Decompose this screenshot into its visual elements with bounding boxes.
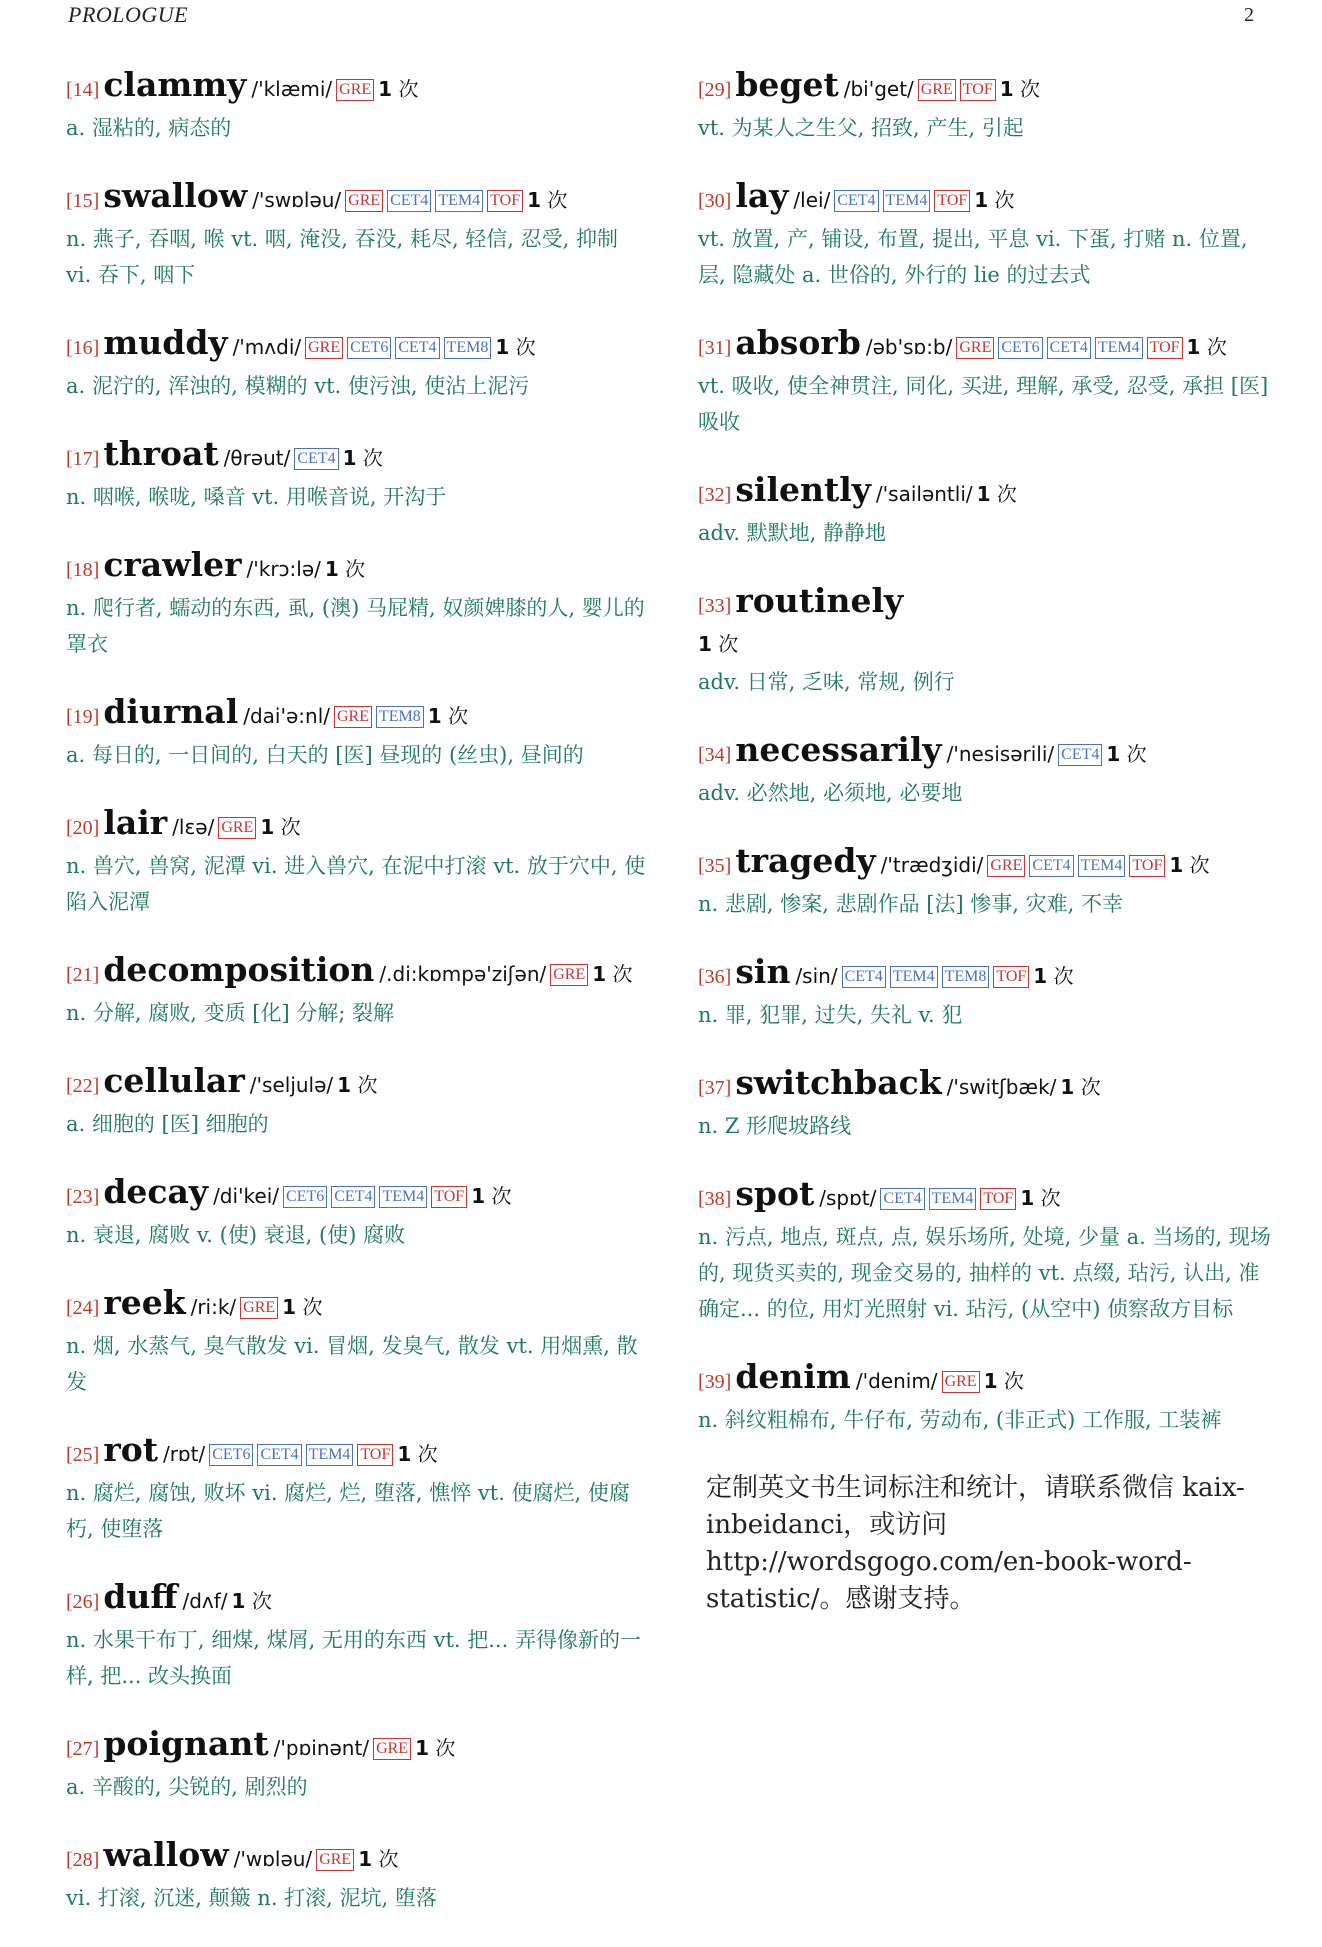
headword: duff: [103, 1577, 178, 1616]
running-title: PROLOGUE: [68, 2, 189, 27]
phonetic: /'denim/: [855, 1369, 938, 1393]
word-entry: [66, 177, 646, 293]
exam-tag-tof: TOF: [934, 190, 970, 212]
headword: rot: [103, 1430, 158, 1469]
definition: n. 分解, 腐败, 变质 [化] 分解; 裂解: [66, 1001, 395, 1025]
entry-number: [39]: [698, 1371, 732, 1393]
phonetic: /sin/: [795, 964, 838, 988]
count-number: 1: [1033, 964, 1048, 988]
word-entry: [698, 731, 1273, 811]
word-entry: [66, 1284, 646, 1400]
definition: n. 烟, 水蒸气, 臭气散发 vi. 冒烟, 发臭气, 散发 vt. 用烟熏, 散发: [66, 1334, 638, 1394]
occurrence-count: [378, 77, 418, 101]
right-column: [698, 66, 1273, 1618]
entry-number: [31]: [698, 337, 732, 359]
count-unit: 次: [1020, 77, 1041, 101]
word-entry: [698, 1175, 1273, 1327]
phonetic: /'switʃbæk/: [946, 1075, 1057, 1099]
count-number: 1: [1060, 1075, 1075, 1099]
definition: n. 污点, 地点, 斑点, 点, 娱乐场所, 处境, 少量 a. 当场的, 现场的, 现货买卖的, 现金交易的, 抽样的 vt. 点缀, 玷污, 认出, 准确定... 的位, 用灯光照射 vi. 玷污, (从空中) 侦察敌方目标: [698, 1225, 1271, 1321]
exam-tag-tof: TOF: [980, 1188, 1016, 1210]
occurrence-count: [232, 1589, 272, 1613]
headword-line: [698, 1175, 1273, 1219]
headword-line: [66, 1725, 646, 1769]
entry-number: [18]: [66, 559, 100, 581]
phonetic: /'swɒləu/: [252, 188, 342, 212]
definition: n. 兽穴, 兽窝, 泥潭 vi. 进入兽穴, 在泥中打滚 vt. 放于穴中, 使陷入泥潭: [66, 854, 646, 914]
occurrence-count: [1169, 853, 1209, 877]
headword: decay: [103, 1172, 209, 1211]
definition: n. 燕子, 吞咽, 喉 vt. 咽, 淹没, 吞没, 耗尽, 轻信, 忍受, 抑制 vi. 吞下, 咽下: [66, 227, 619, 287]
headword-line: [66, 1578, 646, 1622]
count-number: 1: [415, 1736, 429, 1760]
entry-number: [32]: [698, 484, 732, 506]
definition: adv. 默默地, 静静地: [698, 521, 887, 545]
exam-tag-tem8: TEM8: [376, 706, 424, 728]
count-unit: 次: [280, 815, 301, 839]
headword-line: [66, 951, 646, 995]
count-unit: 次: [398, 77, 419, 101]
definition: a. 泥泞的, 浑浊的, 模糊的 vt. 使污浊, 使沾上泥污: [66, 374, 530, 398]
headword: lair: [103, 803, 168, 842]
definition: vt. 为某人之生父, 招致, 产生, 引起: [698, 116, 1024, 140]
word-entry: [698, 471, 1273, 551]
entry-number: [33]: [698, 595, 732, 617]
occurrence-count: [260, 815, 300, 839]
phonetic: /'pɒinənt/: [273, 1736, 370, 1760]
count-unit: 次: [1040, 1186, 1061, 1210]
occurrence-count: [343, 446, 383, 470]
headword: sin: [735, 952, 791, 991]
headword: denim: [735, 1357, 851, 1396]
occurrence-count: [415, 1736, 455, 1760]
exam-tag-cet4: CET4: [395, 337, 439, 359]
count-unit: 次: [362, 446, 383, 470]
definition: n. 水果干布丁, 细煤, 煤屑, 无用的东西 vt. 把... 弄得像新的一样, 把... 改头换面: [66, 1628, 641, 1688]
exam-tag-tem4: TEM4: [379, 1186, 427, 1208]
occurrence-count: [428, 704, 468, 728]
occurrence-count: [984, 1369, 1024, 1393]
headword-line: [698, 177, 1273, 221]
occurrence-count: [495, 335, 535, 359]
count-unit: 次: [1126, 742, 1147, 766]
exam-tag-tof: TOF: [960, 79, 996, 101]
exam-tag-gre: GRE: [987, 855, 1025, 877]
phonetic: /əb'sɒ:b/: [865, 335, 953, 359]
headword: cellular: [103, 1061, 245, 1100]
headword-line: [66, 693, 646, 737]
headword-line: [66, 1173, 646, 1217]
entry-number: [21]: [66, 964, 100, 986]
count-number: 1: [495, 335, 510, 359]
definition: n. Z 形爬坡路线: [698, 1114, 852, 1138]
headword: switchback: [735, 1063, 942, 1102]
entry-number: [29]: [698, 79, 732, 101]
headword: poignant: [103, 1724, 269, 1763]
phonetic: /lɛə/: [172, 815, 215, 839]
word-entry: [698, 66, 1273, 146]
phonetic: /θrəut/: [223, 446, 291, 470]
phonetic: /ri:k/: [190, 1295, 237, 1319]
word-entry: [66, 1173, 646, 1253]
count-unit: 次: [994, 188, 1015, 212]
occurrence-count: [592, 962, 632, 986]
entry-number: [19]: [66, 706, 100, 728]
headword-line: [698, 953, 1273, 997]
phonetic: /rɒt/: [162, 1442, 206, 1466]
phonetic: /'trædʒidi/: [880, 853, 984, 877]
exam-tag-cet4: CET4: [1047, 337, 1091, 359]
count-unit: 次: [357, 1073, 378, 1097]
entry-number: [35]: [698, 855, 732, 877]
exam-tag-gre: GRE: [316, 1849, 354, 1871]
headword: necessarily: [735, 730, 942, 769]
occurrence-count: [698, 632, 738, 656]
count-unit: 次: [612, 962, 633, 986]
exam-tag-tof: TOF: [431, 1186, 467, 1208]
definition: vt. 放置, 产, 铺设, 布置, 提出, 平息 vi. 下蛋, 打赌 n. 位置, 层, 隐藏处 a. 世俗的, 外行的 lie 的过去式: [698, 227, 1248, 287]
count-unit: 次: [491, 1184, 512, 1208]
count-number: 1: [358, 1847, 373, 1871]
entry-number: [23]: [66, 1186, 100, 1208]
phonetic: /bi'get/: [843, 77, 914, 101]
headword-line: [698, 471, 1273, 515]
exam-tag-tem4: TEM4: [883, 190, 931, 212]
exam-tag-gre: GRE: [218, 817, 256, 839]
exam-tag-tem4: TEM4: [890, 966, 938, 988]
headword-line: [698, 582, 1273, 626]
word-entry: [66, 435, 646, 515]
word-entry: [698, 324, 1273, 440]
count-number: 1: [337, 1073, 352, 1097]
occurrence-count: [1033, 964, 1073, 988]
exam-tag-tof: TOF: [1147, 337, 1183, 359]
count-number: 1: [231, 1589, 246, 1613]
word-entry: [66, 1062, 646, 1142]
headword-line: [66, 435, 646, 479]
exam-tag-tem8: TEM8: [444, 337, 492, 359]
definition: n. 咽喉, 喉咙, 嗓音 vt. 用喉音说, 开沟于: [66, 485, 447, 509]
headword: tragedy: [735, 841, 876, 880]
entry-number: [16]: [66, 337, 100, 359]
entry-number: [36]: [698, 966, 732, 988]
exam-tag-cet6: CET6: [347, 337, 391, 359]
headword-line: [66, 1062, 646, 1106]
exam-tag-cet4: CET4: [880, 1188, 924, 1210]
occurrence-count: [358, 1847, 398, 1871]
exam-tag-cet4: CET4: [1058, 744, 1102, 766]
occurrence-count: [1187, 335, 1227, 359]
definition: adv. 日常, 乏味, 常规, 例行: [698, 670, 955, 694]
headword: beget: [735, 65, 839, 104]
exam-tag-cet4: CET4: [294, 448, 338, 470]
word-entry: [698, 953, 1273, 1033]
custom-service-note: 定制英文书生词标注和统计，请联系微信 kaix-inbeidanci，或访问 http://wordsgogo.com/en-book-word-statistic/。感谢支持。: [706, 1473, 1245, 1614]
definition: n. 爬行者, 蠕动的东西, 虱, (澳) 马屁精, 奴颜婢膝的人, 婴儿的罩衣: [66, 596, 645, 656]
entry-number: [20]: [66, 817, 100, 839]
count-number: 1: [1106, 742, 1121, 766]
exam-tag-tem4: TEM4: [306, 1444, 354, 1466]
count-unit: 次: [547, 188, 568, 212]
exam-tag-tem8: TEM8: [942, 966, 990, 988]
headword: absorb: [735, 323, 861, 362]
definition: a. 辛酸的, 尖锐的, 剧烈的: [66, 1775, 308, 1799]
occurrence-count: [1000, 77, 1040, 101]
page-header: [68, 2, 1254, 32]
definition: adv. 必然地, 必须地, 必要地: [698, 781, 963, 805]
count-unit: 次: [1189, 853, 1210, 877]
word-entry: [66, 324, 646, 404]
exam-tag-cet4: CET4: [842, 966, 886, 988]
headword: reek: [103, 1283, 186, 1322]
phonetic: /'sailəntli/: [875, 482, 973, 506]
occurrence-count: [1106, 742, 1146, 766]
count-unit: 次: [417, 1442, 438, 1466]
word-entry: [66, 546, 646, 662]
exam-tag-gre: GRE: [334, 706, 372, 728]
headword: routinely: [735, 581, 904, 620]
definition: n. 衰退, 腐败 v. (使) 衰退, (使) 腐败: [66, 1223, 406, 1247]
headword: decomposition: [103, 950, 375, 989]
occurrence-count: [471, 1184, 511, 1208]
headword: silently: [735, 470, 871, 509]
headword: wallow: [103, 1835, 229, 1874]
occurrence-count: [1060, 1075, 1100, 1099]
word-entry: [66, 1431, 646, 1547]
headword: crawler: [103, 545, 242, 584]
count-number: 1: [999, 77, 1014, 101]
definition: n. 悲剧, 惨案, 悲剧作品 [法] 惨事, 灾难, 不幸: [698, 892, 1124, 916]
phonetic: /spɒt/: [819, 1186, 877, 1210]
count-number: 1: [983, 1369, 998, 1393]
entry-number: [17]: [66, 448, 100, 470]
definition: n. 罪, 犯罪, 过失, 失礼 v. 犯: [698, 1003, 963, 1027]
phonetic: /'klæmi/: [251, 77, 333, 101]
definition: a. 细胞的 [医] 细胞的: [66, 1112, 269, 1136]
phonetic: /'wɒləu/: [233, 1847, 313, 1871]
exam-tag-tem4: TEM4: [435, 190, 483, 212]
entry-number: [24]: [66, 1297, 100, 1319]
exam-tag-tem4: TEM4: [929, 1188, 977, 1210]
count-unit: 次: [1206, 335, 1227, 359]
entry-number: [15]: [66, 190, 100, 212]
exam-tag-gre: GRE: [240, 1297, 278, 1319]
occurrence-count: [337, 1073, 377, 1097]
exam-tag-gre: GRE: [942, 1371, 980, 1393]
entry-number: [37]: [698, 1077, 732, 1099]
headword-line: [66, 1431, 646, 1475]
headword-line: [698, 66, 1273, 110]
occurrence-count: [282, 1295, 322, 1319]
headword: muddy: [103, 323, 228, 362]
word-entry: [698, 582, 1273, 700]
count-unit: 次: [448, 704, 469, 728]
phonetic: /.di:kɒmpə'ziʃən/: [379, 962, 547, 986]
definition: n. 腐烂, 腐蚀, 败坏 vi. 腐烂, 烂, 堕落, 憔悴 vt. 使腐烂, 使腐朽, 使堕落: [66, 1481, 630, 1541]
count-number: 1: [282, 1295, 297, 1319]
headword-line: [66, 804, 646, 848]
occurrence-count: [974, 188, 1014, 212]
headword-line: [698, 842, 1273, 886]
headword-line: [66, 1284, 646, 1328]
exam-tag-cet4: CET4: [1029, 855, 1073, 877]
count-unit: 次: [302, 1295, 323, 1319]
count-unit: 次: [718, 632, 739, 656]
exam-tag-gre: GRE: [336, 79, 374, 101]
word-entry: [698, 1064, 1273, 1144]
exam-tag-cet4: CET4: [331, 1186, 375, 1208]
headword-line: [66, 66, 646, 110]
count-number: 1: [324, 557, 339, 581]
headword-line: [66, 177, 646, 221]
entry-number: [14]: [66, 79, 100, 101]
entry-number: [38]: [698, 1188, 732, 1210]
count-number: 1: [342, 446, 357, 470]
exam-tag-gre: GRE: [345, 190, 383, 212]
definition: vi. 打滚, 沉迷, 颠簸 n. 打滚, 泥坑, 堕落: [66, 1886, 437, 1910]
count-number: 1: [471, 1184, 486, 1208]
count-unit: 次: [996, 482, 1017, 506]
left-column: [66, 66, 646, 1947]
definition: vt. 吸收, 使全神贯注, 同化, 买进, 理解, 承受, 忍受, 承担 [医] 吸收: [698, 374, 1269, 434]
word-entry: [66, 951, 646, 1031]
word-entry: [66, 1725, 646, 1805]
count-unit: 次: [1053, 964, 1074, 988]
exam-tag-tem4: TEM4: [1078, 855, 1126, 877]
word-entry: [66, 804, 646, 920]
phonetic: /'mʌdi/: [232, 335, 302, 359]
count-unit: 次: [435, 1736, 456, 1760]
count-number: 1: [1186, 335, 1201, 359]
exam-tag-tem4: TEM4: [1095, 337, 1143, 359]
count-number: 1: [698, 632, 712, 656]
count-unit: 次: [515, 335, 536, 359]
headword: throat: [103, 434, 219, 473]
page-number: 2: [1244, 4, 1254, 26]
count-line: [698, 626, 1273, 664]
exam-tag-tof: TOF: [357, 1444, 393, 1466]
exam-tag-gre: GRE: [550, 964, 588, 986]
occurrence-count: [397, 1442, 437, 1466]
word-entry: [66, 693, 646, 773]
occurrence-count: [325, 557, 365, 581]
phonetic: /'nesisərili/: [946, 742, 1055, 766]
phonetic: /dai'ə:nl/: [243, 704, 330, 728]
count-unit: 次: [1003, 1369, 1024, 1393]
headword-line: [698, 1358, 1273, 1402]
headword: clammy: [103, 65, 247, 104]
word-entry: [66, 1578, 646, 1694]
phonetic: /'seljulə/: [249, 1073, 334, 1097]
word-entry: [698, 1358, 1273, 1438]
entry-number: [26]: [66, 1591, 100, 1613]
definition: n. 斜纹粗棉布, 牛仔布, 劳动布, (非正式) 工作服, 工装裤: [698, 1408, 1222, 1432]
entry-number: [22]: [66, 1075, 100, 1097]
count-number: 1: [260, 815, 275, 839]
exam-tag-tof: TOF: [993, 966, 1029, 988]
right-entries: [698, 66, 1273, 1438]
count-number: 1: [1169, 853, 1184, 877]
exam-tag-cet4: CET4: [257, 1444, 301, 1466]
count-number: 1: [378, 77, 393, 101]
headword-line: [698, 324, 1273, 368]
count-number: 1: [427, 704, 442, 728]
word-entry: [66, 1836, 646, 1916]
phonetic: /dʌf/: [182, 1589, 228, 1613]
word-entry: [698, 177, 1273, 293]
count-unit: 次: [378, 1847, 399, 1871]
phonetic: /lei/: [793, 188, 831, 212]
count-number: 1: [1020, 1186, 1035, 1210]
exam-tag-tof: TOF: [1129, 855, 1165, 877]
count-unit: 次: [345, 557, 366, 581]
definition: a. 湿粘的, 病态的: [66, 116, 232, 140]
headword: swallow: [103, 176, 248, 215]
entry-number: [27]: [66, 1738, 100, 1760]
headword: spot: [735, 1174, 815, 1213]
occurrence-count: [977, 482, 1017, 506]
occurrence-count: [1020, 1186, 1060, 1210]
entry-number: [25]: [66, 1444, 100, 1466]
entry-number: [34]: [698, 744, 732, 766]
word-entry: [698, 842, 1273, 922]
count-unit: 次: [1080, 1075, 1101, 1099]
exam-tag-gre: GRE: [305, 337, 343, 359]
exam-tag-gre: GRE: [956, 337, 994, 359]
entry-number: [28]: [66, 1849, 100, 1871]
headword: lay: [735, 176, 789, 215]
count-number: 1: [592, 962, 607, 986]
count-unit: 次: [251, 1589, 272, 1613]
headword-line: [698, 731, 1273, 775]
headword: diurnal: [103, 692, 239, 731]
exam-tag-cet4: CET4: [387, 190, 431, 212]
exam-tag-cet6: CET6: [283, 1186, 327, 1208]
headword-line: [66, 324, 646, 368]
exam-tag-gre: GRE: [373, 1738, 411, 1760]
headword-line: [66, 1836, 646, 1880]
headword-line: [66, 546, 646, 590]
occurrence-count: [527, 188, 567, 212]
exam-tag-cet6: CET6: [998, 337, 1042, 359]
phonetic: /di'kei/: [213, 1184, 280, 1208]
entry-number: [30]: [698, 190, 732, 212]
word-entry: [66, 66, 646, 146]
count-number: 1: [527, 188, 542, 212]
count-number: 1: [974, 188, 989, 212]
definition: a. 每日的, 一日间的, 白天的 [医] 昼现的 (丝虫), 昼间的: [66, 743, 584, 767]
exam-tag-cet4: CET4: [834, 190, 878, 212]
count-number: 1: [976, 482, 991, 506]
phonetic: /'krɔ:lə/: [246, 557, 321, 581]
count-number: 1: [397, 1442, 412, 1466]
exam-tag-cet6: CET6: [209, 1444, 253, 1466]
headword-line: [698, 1064, 1273, 1108]
exam-tag-tof: TOF: [487, 190, 523, 212]
exam-tag-gre: GRE: [918, 79, 956, 101]
